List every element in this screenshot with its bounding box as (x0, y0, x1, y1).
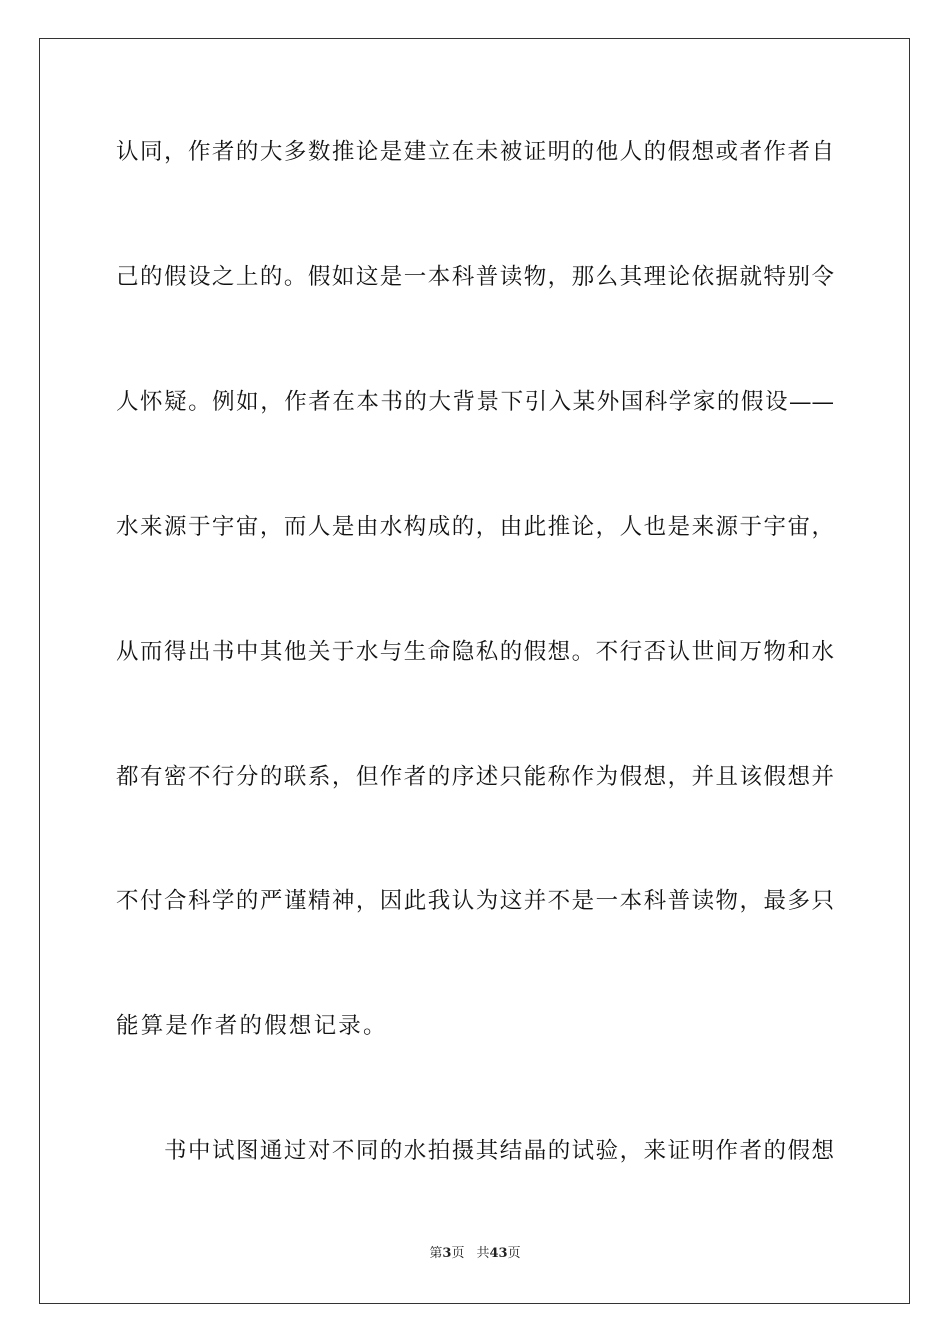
text-line-1: 认同，作者的大多数推论是建立在未被证明的他人的假想或者作者自 (116, 139, 834, 165)
text-line-5: 从而得出书中其他关于水与生命隐私的假想。不行否认世间万物和水 (116, 639, 834, 665)
footer-total-number: 43 (489, 1246, 508, 1261)
footer-page-prefix: 第 (429, 1246, 443, 1261)
text-line-3: 人怀疑。例如，作者在本书的大背景下引入某外国科学家的假设—— (116, 389, 834, 415)
text-line-2: 己的假设之上的。假如这是一本科普读物，那么其理论依据就特别令 (116, 264, 834, 290)
footer-total-prefix: 共 (476, 1246, 490, 1261)
footer-page-unit: 页 (451, 1246, 465, 1261)
page-border (39, 38, 910, 1304)
page-footer (0, 1245, 950, 1263)
footer-page-number: 3 (442, 1246, 452, 1261)
text-line-4: 水来源于宇宙，而人是由水构成的，由此推论，人也是来源于宇宙， (116, 514, 834, 540)
text-line-6: 都有密不行分的联系，但作者的序述只能称作为假想，并且该假想并 (116, 764, 834, 790)
paragraph-start-line: 书中试图通过对不同的水拍摄其结晶的试验，来证明作者的假想 (164, 1138, 834, 1164)
text-line-7: 不付合科学的严谨精神，因此我认为这并不是一本科普读物，最多只 (116, 888, 834, 914)
text-line-8: 能算是作者的假想记录。 (116, 1013, 388, 1039)
footer-total-unit: 页 (507, 1246, 521, 1261)
